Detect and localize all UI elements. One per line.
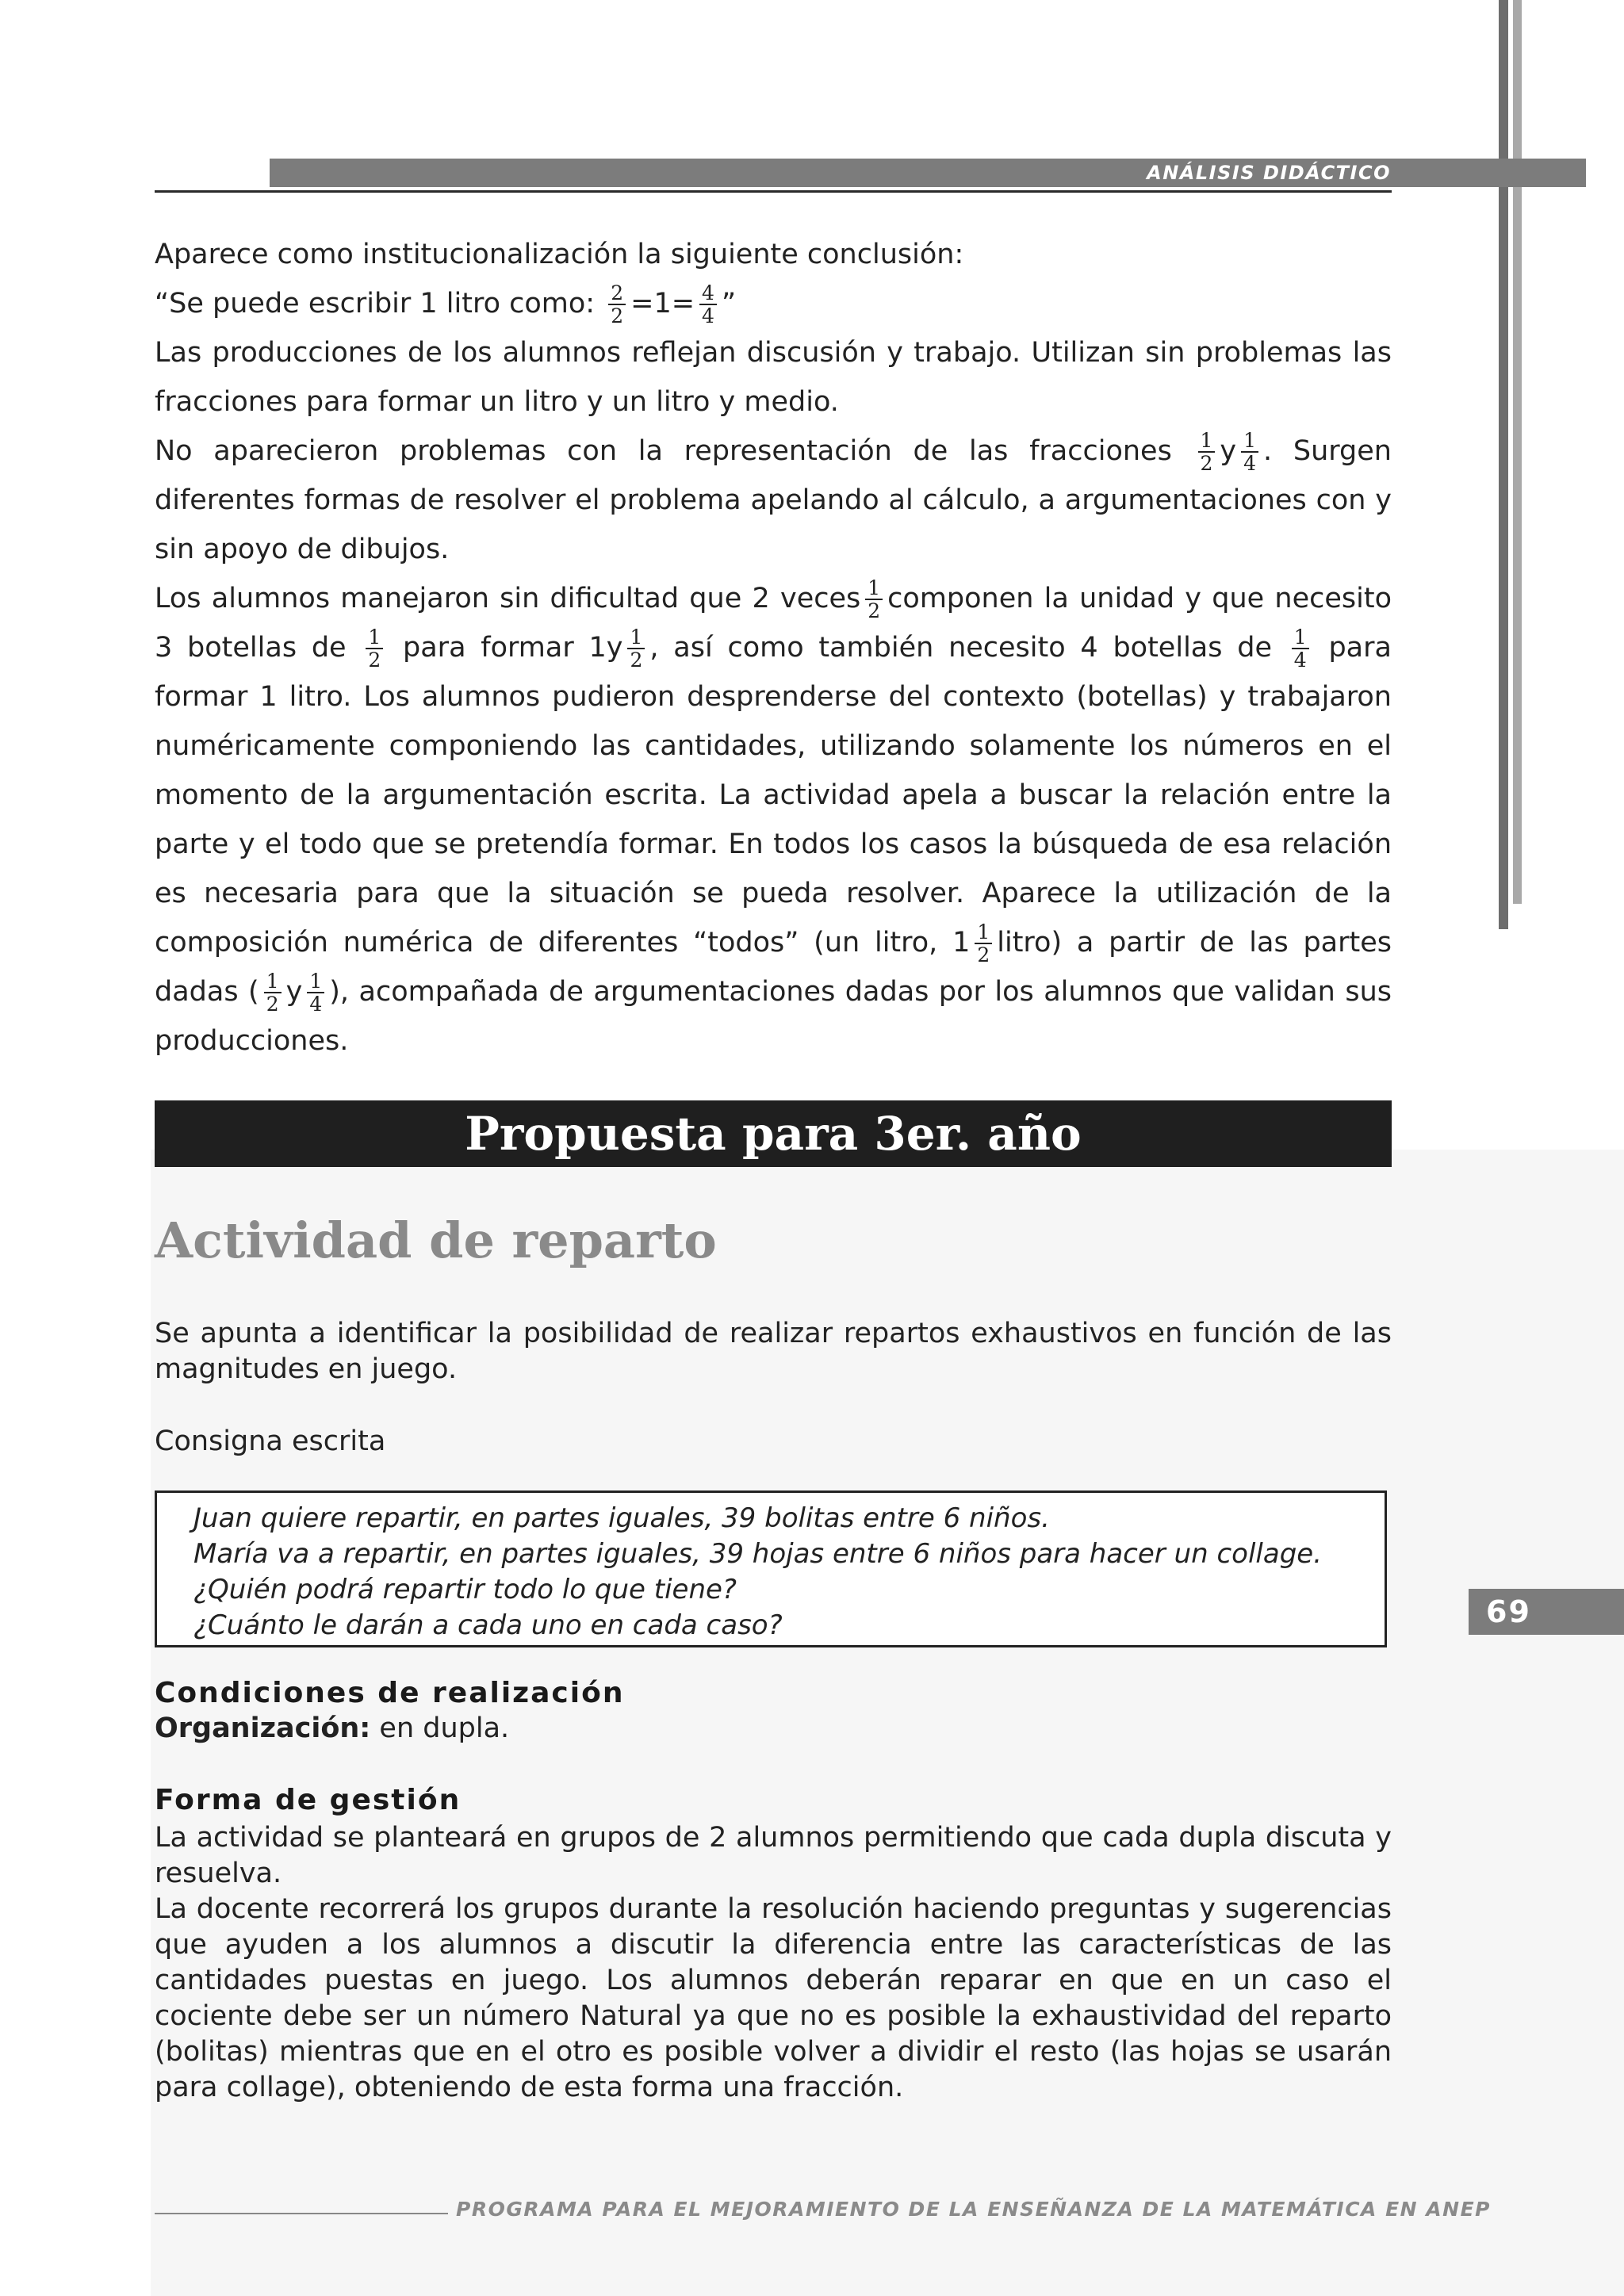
denominator: 2 <box>868 599 881 622</box>
paragraph <box>155 574 1392 1066</box>
section-title: Propuesta para 3er. año <box>155 1100 1392 1167</box>
text: y <box>285 976 303 1008</box>
fraction <box>366 626 383 671</box>
text: Aparece como institucionalización la siguiente conclusión: <box>155 239 964 270</box>
analysis-text <box>155 230 1392 1066</box>
paragraph <box>155 427 1392 574</box>
consigna-line: ¿Cuánto le darán a cada uno en cada caso? <box>193 1609 783 1641</box>
text: No aparecieron problemas con la representación de las fracciones <box>155 435 1172 467</box>
denominator: 2 <box>611 304 624 327</box>
numerator: 1 <box>366 626 383 649</box>
header-section-label: ANÁLISIS DIDÁCTICO <box>1147 162 1391 184</box>
fraction <box>307 970 324 1015</box>
numerator: 1 <box>307 970 324 993</box>
consigna-line: ¿Quién podrá repartir todo lo que tiene? <box>193 1574 737 1605</box>
text: para formar 1y <box>403 632 623 664</box>
activity-title: Actividad de reparto <box>155 1211 717 1269</box>
denominator: 4 <box>1293 649 1307 672</box>
numerator: 1 <box>1198 430 1216 453</box>
consigna-box <box>155 1490 1387 1647</box>
numerator: 1 <box>975 921 992 944</box>
denominator: 2 <box>266 993 279 1016</box>
paragraph <box>155 230 1392 279</box>
text: Las producciones de los alumnos reflejan discusión y trabajo. Utilizan sin problemas las fracciones para formar un litro y un litro y medio. <box>155 337 1392 418</box>
text: y <box>1220 435 1237 467</box>
denominator: 2 <box>630 649 643 672</box>
consigna-line: Juan quiere repartir, en partes iguales, 39 bolitas entre 6 niños. <box>193 1502 1050 1534</box>
footer-rule <box>155 2213 448 2214</box>
text: ” <box>721 288 737 320</box>
text: =1= <box>630 288 695 320</box>
fraction <box>1198 430 1216 474</box>
text: para formar 1 litro. Los alumnos pudieron desprenderse del contexto (botellas) y trabajaron numéricamente componiendo las cantidades, utilizando solamente los números en el momento de la argumentación escrita. La actividad apela a buscar la relación entre la parte y el todo que se pretendía formar. En todos los casos la búsqueda de esa relación es necesaria para que la situación se pueda resolver. Aparece la utilización de la composición numérica de diferentes “todos” (un litro, 1 <box>155 632 1392 959</box>
denominator: 4 <box>309 993 323 1016</box>
page-number: 69 <box>1469 1589 1624 1635</box>
numerator: 4 <box>699 282 717 305</box>
text: . Surgen diferentes formas de resolver el problema apelando al cálculo, a argumentaciones con y sin apoyo de dibujos. <box>155 435 1392 565</box>
header-rule <box>155 190 1392 193</box>
numerator: 1 <box>1292 626 1309 649</box>
organization-label: Organización: <box>155 1712 371 1744</box>
consigna-label: Consigna escrita <box>155 1425 386 1457</box>
fraction <box>627 626 645 671</box>
consigna-line: María va a repartir, en partes iguales, 39 hojas entre 6 niños para hacer un collage. <box>193 1538 1323 1570</box>
fraction <box>865 577 883 622</box>
denominator: 2 <box>368 649 381 672</box>
paragraph: La docente recorrerá los grupos durante la resolución haciendo preguntas y sugerencias que ayuden a los alumnos a discutir la diferencia entre las características de las cantidades puestas en juego. Los alumnos deberán reparar en que en un caso el cociente debe ser un número Natural ya que no es posible la exhaustividad del reparto (bolitas) mientras que en el otro es posible volver a dividir el resto (las hojas se usarán para collage), obteniendo de esta forma una fracción. <box>155 1893 1392 2103</box>
numerator: 2 <box>608 282 626 305</box>
fraction <box>699 282 717 327</box>
denominator: 4 <box>702 304 714 327</box>
denominator: 4 <box>1243 452 1257 475</box>
denominator: 2 <box>1200 452 1213 475</box>
footer-program-title: PROGRAMA PARA EL MEJORAMIENTO DE LA ENSEÑANZA DE LA MATEMÁTICA EN ANEP <box>456 2198 1491 2221</box>
paragraph <box>155 279 1392 328</box>
fraction <box>608 282 626 327</box>
decorative-vertical-bar <box>1499 0 1508 929</box>
numerator: 1 <box>865 577 883 600</box>
fraction <box>264 970 282 1015</box>
text: Los alumnos manejaron sin dificultad que 2 veces <box>155 583 861 614</box>
paragraph: La actividad se planteará en grupos de 2 alumnos permitiendo que cada dupla discuta y resuelva. <box>155 1822 1392 1889</box>
fraction <box>975 921 992 966</box>
conditions-heading: Condiciones de realización <box>155 1677 625 1709</box>
gestion-paragraph <box>155 1820 1392 2106</box>
organization-value: en dupla. <box>370 1712 510 1744</box>
paragraph <box>155 328 1392 427</box>
fraction <box>1241 430 1258 474</box>
numerator: 1 <box>1241 430 1258 453</box>
denominator: 2 <box>977 943 990 966</box>
intro-paragraph: Se apunta a identificar la posibilidad de realizar repartos exhaustivos en función de las magnitudes en juego. <box>155 1318 1392 1385</box>
organization-line <box>155 1712 509 1744</box>
numerator: 1 <box>264 970 282 993</box>
text: litro) a partir de las partes dadas ( <box>155 927 1392 1008</box>
fraction <box>1292 626 1309 671</box>
text: “Se puede escribir 1 litro como: <box>155 288 596 320</box>
text: componen la unidad y que necesito 3 botellas de <box>155 583 1392 664</box>
text: , así como también necesito 4 botellas de <box>649 632 1272 664</box>
decorative-vertical-bar-light <box>1513 0 1522 904</box>
text: ), acompañada de argumentaciones dadas por los alumnos que validan sus producciones. <box>155 976 1392 1057</box>
gestion-heading: Forma de gestión <box>155 1784 462 1816</box>
numerator: 1 <box>627 626 645 649</box>
